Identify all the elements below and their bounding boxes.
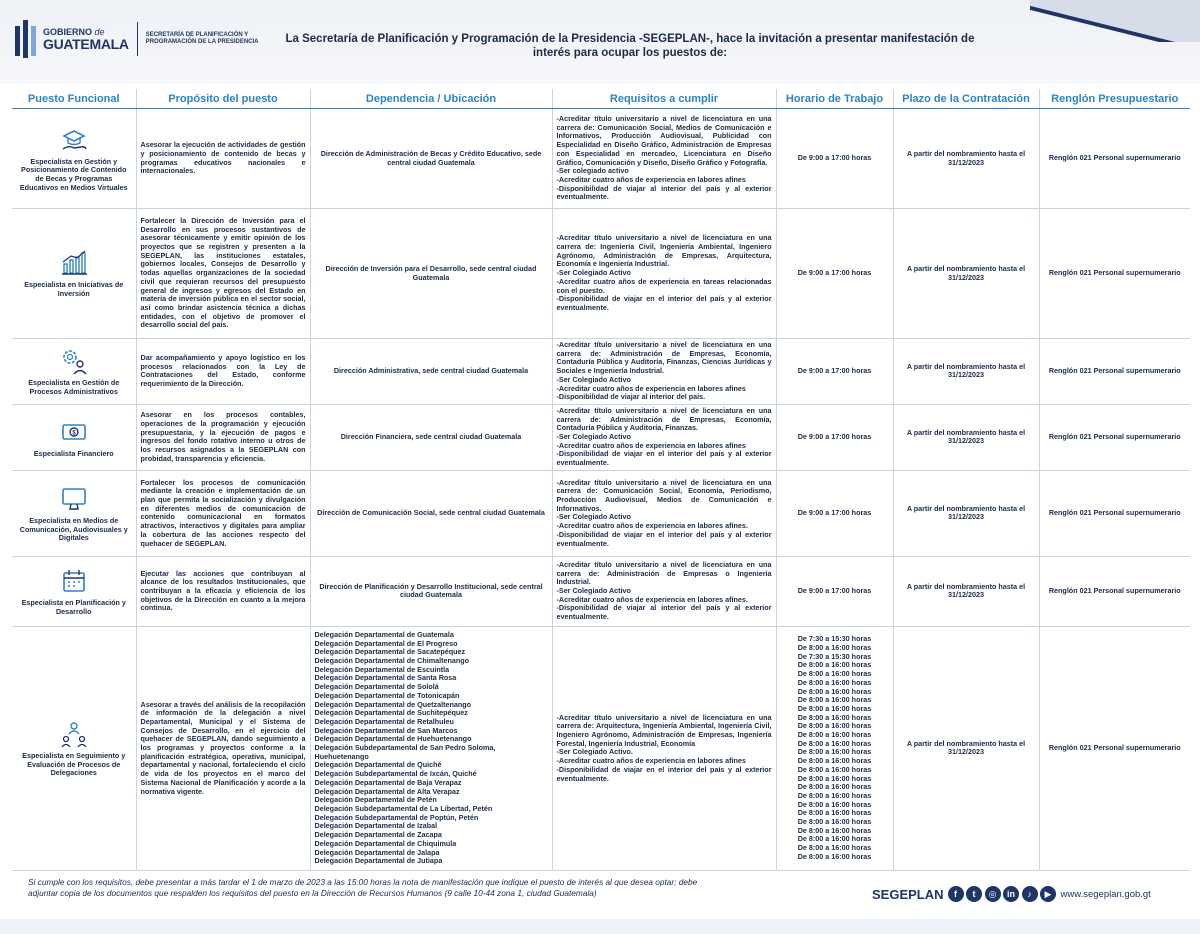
schedule-item: De 8:00 a 16:00 horas — [797, 799, 872, 809]
requirement-line: -Ser Colegiado Activo — [556, 586, 631, 596]
table-row — [12, 626, 1190, 870]
column-header: Plazo de la Contratación — [893, 89, 1039, 109]
budget-line-cell: Renglón 021 Personal supernumerario — [1039, 470, 1190, 556]
requirements-cell — [552, 404, 776, 470]
page-headline — [280, 32, 980, 60]
requirement-line: -Acreditar título universitario a nivel de licenciatura en una carrera de: Comunicación Social, Economía, Periodismo, Producción Audiovisual, Medios de Comunicación e Informativos. — [556, 477, 772, 513]
schedule-item: De 8:00 a 16:00 horas — [797, 703, 872, 713]
schedule-item: De 7:30 a 15:30 horas — [797, 651, 872, 661]
location-item: Delegación Departamental de Jalapa — [314, 847, 440, 857]
logo-divider — [137, 22, 138, 56]
table-row — [12, 339, 1190, 405]
location-item: Delegación Subdepartamental de San Pedro Soloma, Huehuetenango — [314, 743, 496, 761]
column-header: Requisitos a cumplir — [552, 89, 776, 109]
requirement-line: -Disponibilidad de viajar en el interior del país y al exterior eventualmente. — [556, 294, 772, 312]
application-note — [28, 877, 818, 898]
contract-term-cell: A partir del nombramiento hasta el 31/12/2023 — [893, 209, 1039, 339]
people-network-icon — [59, 719, 89, 749]
requirement-line: -Acreditar cuatro años de experiencia en labores afines — [556, 383, 746, 393]
schedule-item: De 8:00 a 16:00 horas — [797, 738, 872, 748]
location-cell: Dirección de Planificación y Desarrollo Institucional, sede central ciudad Guatemala — [310, 556, 552, 626]
contract-term-cell: A partir del nombramiento hasta el 31/12/2023 — [893, 626, 1039, 870]
requirement-line: -Ser Colegiado Activo — [556, 268, 631, 278]
purpose-cell: Asesorar a través del análisis de la recopilación de información de la delegación a nivel Departamental, Municipal y el Sistema de Consejos de Desarrollo, en el ejercicio del quehacer de SEGEPLAN, dando seguimiento a los programas y proyectos conforme a la planificación estratégica, operativa, municipal, departamental y nacional, fortaleciendo el ciclo de vida de los proyectos en el marco del Sistema Nacional de Planificación y acorde a la normativa vigente. — [136, 626, 310, 870]
location-cell — [310, 626, 552, 870]
column-header: Puesto Funcional — [12, 89, 136, 109]
location-item: Delegación Departamental de Suchitepéquez — [314, 708, 468, 718]
schedule-cell: De 9:00 a 17:00 horas — [776, 209, 893, 339]
requirement-line: -Acreditar cuatro años de experiencia en labores afines — [556, 174, 746, 184]
budget-line-cell: Renglón 021 Personal supernumerario — [1039, 626, 1190, 870]
logo-de-text: de — [94, 27, 105, 37]
schedule-item: De 8:00 a 16:00 horas — [797, 677, 872, 687]
schedule-item: De 8:00 a 16:00 horas — [797, 756, 872, 766]
requirement-line: -Ser colegiado activo — [556, 166, 629, 176]
requirement-line: -Acreditar título universitario a nivel de licenciatura en una carrera de: Arquitectura, Ingeniería Ambiental, Ingeniería Civil, Ingeniero Agrónomo, Administración de Empresas, Ingeniería Forestal, Ingeniería Industrial, Economía — [556, 712, 772, 748]
schedule-item: De 8:00 a 16:00 horas — [797, 790, 872, 800]
requirement-line: -Acreditar título universitario a nivel de licenciatura en una carrera de: Administración de Empresas, Economía, Contaduría Pública y Auditoría, Finanzas, Ciencias Jurídicas y Sociales e Ingeniería Industrial. — [556, 340, 772, 376]
note-line-1: Si cumple con los requisitos, debe presentar a más tardar el 1 de marzo de 2023 a las 15:00 horas la nota de manifestación que indique el puesto de interés al que desea optar; debe — [28, 877, 698, 887]
requirement-line: -Acreditar cuatro años de experiencia en labores afines. — [556, 594, 748, 604]
schedule-item: De 7:30 a 15:30 horas — [797, 634, 872, 644]
schedule-cell: De 9:00 a 17:00 horas — [776, 109, 893, 209]
note-line-2: adjuntar copia de los documentos que respalden los requisitos del puesto en la Dirección de Recursos Humanos (9 calle 10-44 zona 1, ciudad Guatemala) — [28, 887, 597, 898]
monitor-icon — [59, 484, 89, 514]
purpose-cell: Asesorar la ejecución de actividades de gestión y posicionamiento de contenido de becas y programas educativos nacionales e internacionales. — [136, 109, 310, 209]
purpose-cell: Dar acompañamiento y apoyo logístico en los procesos relacionados con la Ley de Contrataciones del Estado, conforme requerimiento de la Dirección. — [136, 339, 310, 405]
position-title: Especialista en Gestión de Procesos Administrativos — [28, 378, 120, 396]
location-item: Delegación Departamental de Sacatepéquez — [314, 647, 466, 657]
requirements-cell — [552, 626, 776, 870]
graduation-cap-hand-icon — [59, 125, 89, 155]
requirement-line: -Acreditar título universitario a nivel de licenciatura en una carrera de: Comunicación Social, Medios de Comunicación e Informativos, Producción Audiovisual, Publicidad con Especialidad en Diseño Gráfico, Administración de Empresas con Especialidad en mercadeo, Licenciatura en Diseño Gráfico, Comunicación y Diseño, Diseño Gráfico y Fotografía. — [556, 113, 772, 167]
table-row — [12, 404, 1190, 470]
logo-guatemala-text: GUATEMALA — [43, 36, 129, 52]
location-item: Delegación Departamental de Izabal — [314, 821, 438, 831]
requirement-line: -Disponibilidad de viajar en el interior del país y al exterior eventualmente. — [556, 529, 772, 548]
schedule-item: De 8:00 a 16:00 horas — [797, 669, 872, 679]
schedule-item: De 8:00 a 16:00 horas — [797, 773, 872, 783]
youtube-icon[interactable]: ▶ — [1040, 886, 1056, 902]
requirement-line: -Acreditar cuatro años de experiencia en labores afines. — [556, 521, 748, 531]
requirement-line: -Ser Colegiado Activo — [556, 374, 631, 384]
requirement-line: -Acreditar cuatro años de experiencia en tareas relacionadas con el puesto. — [556, 276, 772, 295]
corner-decoration — [1030, 0, 1200, 42]
website-link[interactable]: www.segeplan.gob.gt — [1060, 888, 1151, 900]
requirement-line: -Acreditar título universitario a nivel de licenciatura en una carrera de: Administración de Empresas, Economía, Contaduría Pública y Auditoría, Finanzas. — [556, 405, 772, 433]
location-item: Delegación Departamental de El Progreso — [314, 638, 458, 648]
location-item: Delegación Departamental de Alta Verapaz — [314, 786, 460, 796]
requirement-line: -Disponibilidad de viajar al interior del país. — [556, 392, 706, 402]
positions-table — [12, 89, 1190, 871]
position-cell — [12, 404, 136, 470]
requirements-cell — [552, 109, 776, 209]
location-item: Delegación Departamental de Huehuetenango — [314, 734, 472, 744]
flag-mark-icon — [15, 20, 37, 58]
facebook-icon[interactable]: f — [948, 886, 964, 902]
schedule-item: De 8:00 a 16:00 horas — [797, 721, 872, 731]
position-cell — [12, 109, 136, 209]
location-item: Delegación Departamental de Totonicapán — [314, 690, 460, 700]
location-item: Delegación Departamental de Zacapa — [314, 830, 442, 840]
location-item: Delegación Departamental de Sololá — [314, 682, 439, 692]
money-bill-icon — [59, 417, 89, 447]
position-title: Especialista en Planificación y Desarrollo — [21, 598, 126, 616]
table-row — [12, 470, 1190, 556]
location-cell: Dirección Administrativa, sede central ciudad Guatemala — [310, 339, 552, 405]
requirement-line: -Disponibilidad de viajar al interior del país y al exterior eventualmente. — [556, 603, 772, 622]
requirement-line: -Acreditar cuatro años de experiencia en labores afines — [556, 440, 746, 450]
requirement-line: -Disponibilidad de viajar en el interior del país y al exterior eventualmente. — [556, 449, 772, 468]
schedule-cell: De 9:00 a 17:00 horas — [776, 470, 893, 556]
headline-line-1: La Secretaría de Planificación y Programación de la Presidencia -SEGEPLAN-, hace la invitación a presentar manifestación de — [285, 33, 975, 45]
location-item: Delegación Departamental de Quiché — [314, 760, 442, 770]
column-header: Horario de Trabajo — [776, 89, 893, 109]
location-item: Delegación Departamental de Chimaltenango — [314, 656, 470, 666]
location-item: Delegación Subdepartamental de Poptún, Petén — [314, 812, 479, 822]
schedule-cell: De 9:00 a 17:00 horas — [776, 556, 893, 626]
bar-chart-icon — [59, 248, 89, 278]
position-cell — [12, 556, 136, 626]
schedule-item: De 8:00 a 16:00 horas — [797, 764, 872, 774]
requirements-cell — [552, 470, 776, 556]
headline-line-2: interés para ocupar los puestos de: — [532, 47, 728, 59]
location-item: Delegación Departamental de Escuintla — [314, 664, 450, 674]
calendar-icon — [59, 566, 89, 596]
position-title: Especialista Financiero — [33, 448, 114, 458]
purpose-cell: Fortalecer los procesos de comunicación mediante la creación e implementación de un plan que permita la socialización y divulgación en diferentes medios de comunicación de contenido comunicacional en formatos atractivos, interactivos y digitales para ampliar la cobertura de las acciones respecto del quehacer de SEGEPLAN. — [136, 470, 310, 556]
requirement-line: -Disponibilidad de viajar en el interior del país y al exterior eventualmente. — [556, 764, 772, 783]
brand-name: SEGEPLAN — [872, 886, 944, 902]
table-row — [12, 209, 1190, 339]
budget-line-cell: Renglón 021 Personal supernumerario — [1039, 109, 1190, 209]
contract-term-cell: A partir del nombramiento hasta el 31/12/2023 — [893, 339, 1039, 405]
schedule-item: De 8:00 a 16:00 horas — [797, 660, 872, 670]
requirements-cell — [552, 209, 776, 339]
schedule-item: De 8:00 a 16:00 horas — [797, 686, 872, 696]
purpose-cell: Asesorar en los procesos contables, operaciones de la programación y ejecución presupuestaria, y la ejecución de pagos e ingresos del fondo rotativo interno u otros de los recursos asignados a la SEGEPLAN con probidad, transparencia y eficiencia. — [136, 404, 310, 470]
tiktok-icon[interactable]: ♪ — [1022, 886, 1038, 902]
position-cell — [12, 209, 136, 339]
requirements-cell — [552, 339, 776, 405]
table-row — [12, 556, 1190, 626]
requirement-line: -Acreditar título universitario a nivel de licenciatura en una carrera de: Ingeniería Civil, Ingeniería Ambiental, Ingeniero Agrónomo, Administración de Empresas, Arquitectura, Economía e Ingeniería Industrial. — [556, 233, 772, 269]
footer-band — [0, 919, 1200, 934]
schedule-item: De 8:00 a 16:00 horas — [797, 851, 872, 861]
requirement-line: -Acreditar título universitario a nivel de licenciatura en una carrera de: Administración de Empresas o Ingeniería Industrial. — [556, 559, 772, 587]
schedule-item: De 8:00 a 16:00 horas — [797, 834, 872, 844]
position-cell — [12, 339, 136, 405]
contract-term-cell: A partir del nombramiento hasta el 31/12/2023 — [893, 470, 1039, 556]
linkedin-icon[interactable]: in — [1003, 886, 1019, 902]
location-item: Delegación Subdepartamental de Ixcán, Quiché — [314, 769, 477, 779]
budget-line-cell: Renglón 021 Personal supernumerario — [1039, 209, 1190, 339]
position-title: Especialista en Seguimiento y Evaluación de Procesos de Delegaciones — [22, 750, 126, 778]
logo-secretaria-text: SECRETARÍA DE PLANIFICACIÓN Y PROGRAMACIÓN DE LA PRESIDENCIA — [145, 31, 259, 45]
requirement-line: -Acreditar cuatro años de experiencia en labores afines — [556, 756, 746, 766]
logo-gobierno-text: GOBIERNO — [43, 27, 93, 37]
location-item: Delegación Departamental de Baja Verapaz — [314, 777, 462, 787]
requirement-line: -Disponibilidad de viajar al interior del país y al exterior eventualmente. — [556, 183, 772, 202]
footer-brand — [872, 886, 1151, 902]
schedule-item: De 8:00 a 16:00 horas — [797, 730, 872, 740]
location-item: Delegación Departamental de San Marcos — [314, 725, 458, 735]
schedule-item: De 8:00 a 16:00 horas — [797, 825, 872, 835]
schedule-cell: De 9:00 a 17:00 horas — [776, 339, 893, 405]
budget-line-cell: Renglón 021 Personal supernumerario — [1039, 556, 1190, 626]
location-cell: Dirección de Comunicación Social, sede central ciudad Guatemala — [310, 470, 552, 556]
requirement-line: -Ser Colegiado Activo. — [556, 747, 633, 757]
schedule-item: De 8:00 a 16:00 horas — [797, 808, 872, 818]
twitter-icon[interactable]: t — [966, 886, 982, 902]
column-header: Dependencia / Ubicación — [310, 89, 552, 109]
schedule-item: De 8:00 a 16:00 horas — [797, 642, 872, 652]
location-item: Delegación Departamental de Retalhuleu — [314, 716, 454, 726]
location-cell: Dirección Financiera, sede central ciudad Guatemala — [310, 404, 552, 470]
contract-term-cell: A partir del nombramiento hasta el 31/12/2023 — [893, 556, 1039, 626]
contract-term-cell: A partir del nombramiento hasta el 31/12/2023 — [893, 404, 1039, 470]
svg-text:$: $ — [72, 430, 76, 437]
requirement-line: -Ser Colegiado Activo — [556, 512, 631, 522]
location-item: Delegación Departamental de Quetzaltenango — [314, 699, 472, 709]
schedule-cell — [776, 626, 893, 870]
schedule-item: De 8:00 a 16:00 horas — [797, 747, 872, 757]
table-row — [12, 109, 1190, 209]
column-header: Propósito del puesto — [136, 89, 310, 109]
location-item: Delegación Departamental de Guatemala — [314, 629, 454, 639]
purpose-cell: Ejecutar las acciones que contribuyan al alcance de los resultados Institucionales, que contribuyan a la eficacia y eficiencia de los objetivos de la Dirección en cuanto a la mejora continua. — [136, 556, 310, 626]
column-header: Renglón Presupuestario — [1039, 89, 1190, 109]
budget-line-cell: Renglón 021 Personal supernumerario — [1039, 404, 1190, 470]
schedule-item: De 8:00 a 16:00 horas — [797, 695, 872, 705]
location-cell: Dirección de Inversión para el Desarrollo, sede central ciudad Guatemala — [310, 209, 552, 339]
table-header-row — [12, 89, 1190, 109]
position-title: Especialista en Iniciativas de Inversión — [24, 280, 124, 298]
requirements-cell — [552, 556, 776, 626]
requirement-line: -Ser Colegiado Activo — [556, 432, 631, 442]
position-cell — [12, 470, 136, 556]
instagram-icon[interactable]: ◎ — [985, 886, 1001, 902]
contract-term-cell: A partir del nombramiento hasta el 31/12/2023 — [893, 109, 1039, 209]
schedule-item: De 8:00 a 16:00 horas — [797, 817, 872, 827]
location-item: Delegación Departamental de Petén — [314, 795, 437, 805]
schedule-item: De 8:00 a 16:00 horas — [797, 712, 872, 722]
schedule-item: De 8:00 a 16:00 horas — [797, 782, 872, 792]
position-title: Especialista en Medios de Comunicación, Audiovisuales y Digitales — [19, 515, 128, 543]
location-cell: Dirección de Administración de Becas y Crédito Educativo, sede central ciudad Guatemala — [310, 109, 552, 209]
location-item: Delegación Departamental de Jutiapa — [314, 856, 443, 866]
purpose-cell: Fortalecer la Dirección de Inversión para el Desarrollo en sus procesos sustantivos de asesorar técnicamente y emitir opinión de los proyectos que se registren y presenten a la SEGEPLAN, las instituciones estatales, gobiernos locales, Consejos de Desarrollo y todas aquellas organizaciones de la sociedad civil que requieran recursos del presupuesto general de ingresos y egresos del Estado en materia de inversión pública en el sector social, así como brindar asistencia técnica a dichas entidades, con el objetivo de promover el desarrollo social del país. — [136, 209, 310, 339]
position-title: Especialista en Gestión y Posicionamiento de Contenido de Becas y Programas Educativos en Medios Virtuales — [19, 156, 128, 192]
position-cell — [12, 626, 136, 870]
schedule-item: De 8:00 a 16:00 horas — [797, 843, 872, 853]
budget-line-cell: Renglón 021 Personal supernumerario — [1039, 339, 1190, 405]
location-item: Delegación Departamental de Chiquimula — [314, 838, 457, 848]
location-item: Delegación Departamental de Santa Rosa — [314, 673, 457, 683]
gears-person-icon — [59, 346, 89, 376]
schedule-cell: De 9:00 a 17:00 horas — [776, 404, 893, 470]
gobierno-logo — [15, 20, 266, 58]
location-item: Delegación Subdepartamental de La Libertad, Petén — [314, 803, 493, 813]
